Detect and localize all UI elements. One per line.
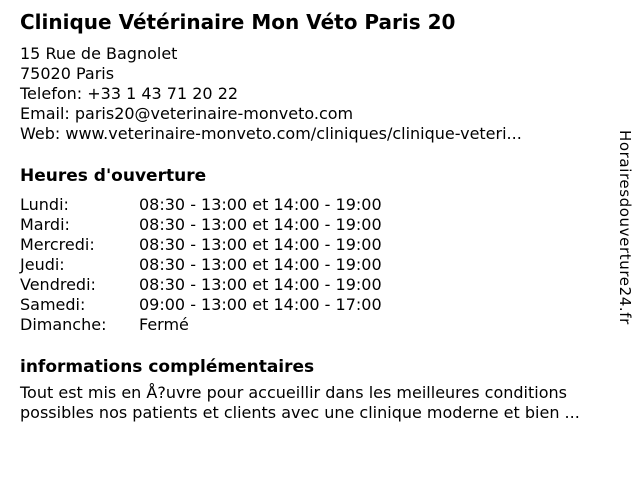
day-label: Vendredi: <box>20 275 96 294</box>
day-label: Jeudi: <box>20 255 65 274</box>
additional-info-heading: informations complémentaires <box>20 357 315 377</box>
phone-line <box>20 84 604 104</box>
day-label: Dimanche: <box>20 315 107 334</box>
day-hours: 08:30 - 13:00 et 14:00 - 19:00 <box>139 215 382 234</box>
hours-row-sunday <box>20 315 604 335</box>
day-label: Lundi: <box>20 195 69 214</box>
hours-row-tuesday <box>20 215 604 235</box>
day-hours: 09:00 - 13:00 et 14:00 - 17:00 <box>139 295 382 314</box>
paragraph-line: possibles nos patients et clients avec une clinique moderne et bien ... <box>20 403 580 422</box>
day-hours: 08:30 - 13:00 et 14:00 - 19:00 <box>139 235 382 254</box>
hours-row-saturday <box>20 295 604 315</box>
additional-info-paragraph <box>20 383 604 423</box>
day-hours: 08:30 - 13:00 et 14:00 - 19:00 <box>139 195 382 214</box>
hours-row-friday <box>20 275 604 295</box>
phone-number: +33 1 43 71 20 22 <box>87 84 239 103</box>
email-line <box>20 104 604 124</box>
day-label: Mardi: <box>20 215 70 234</box>
day-hours: 08:30 - 13:00 et 14:00 - 19:00 <box>139 275 382 294</box>
day-label: Samedi: <box>20 295 86 314</box>
horairesdouverture24-watermark: Horairesdouverture24.fr <box>616 130 634 325</box>
opening-hours-heading: Heures d'ouverture <box>20 166 207 186</box>
web-line <box>20 124 604 144</box>
email-label: Email: <box>20 104 70 123</box>
address-street: 15 Rue de Bagnolet <box>20 44 178 63</box>
day-hours: 08:30 - 13:00 et 14:00 - 19:00 <box>139 255 382 274</box>
phone-label: Telefon: <box>20 84 83 103</box>
hours-row-wednesday <box>20 235 604 255</box>
address-city: 75020 Paris <box>20 64 115 83</box>
page-title: Clinique Vétérinaire Mon Véto Paris 20 <box>20 10 456 34</box>
email-address: paris20@veterinaire-monveto.com <box>74 104 354 123</box>
web-url: www.veterinaire-monveto.com/cliniques/clinique-veteri... <box>65 124 522 143</box>
paragraph-line: Tout est mis en Å?uvre pour accueillir dans les meilleures conditions <box>20 383 567 402</box>
hours-row-monday <box>20 195 604 215</box>
day-label: Mercredi: <box>20 235 95 254</box>
day-hours: Fermé <box>139 315 189 334</box>
opening-hours-table <box>20 195 604 335</box>
hours-row-thursday <box>20 255 604 275</box>
contact-block <box>20 44 604 144</box>
web-label: Web: <box>20 124 61 143</box>
